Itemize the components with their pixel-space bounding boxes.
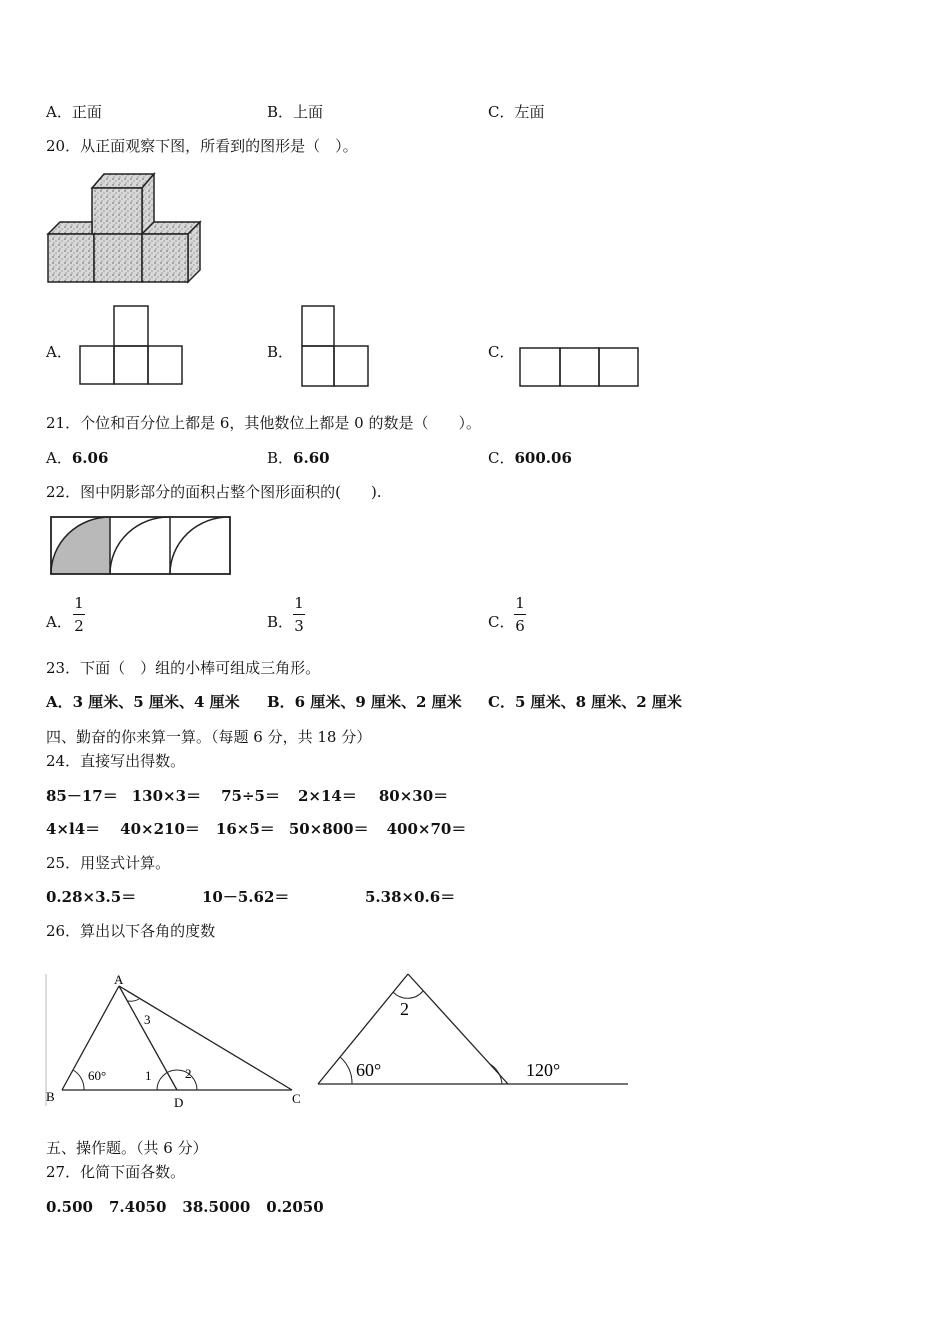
q26-triangle-abc-figure bbox=[44, 970, 306, 1112]
left-angle-label: 60° bbox=[356, 1060, 382, 1080]
q25-item-1: 0.28×3.5＝ bbox=[46, 888, 137, 906]
label-b: B bbox=[46, 1089, 55, 1104]
q24-stem: 24．直接写出得数。 bbox=[46, 752, 186, 770]
q20-option-a-figure bbox=[78, 304, 184, 386]
q19-option-b: B．上面 bbox=[267, 103, 324, 121]
q22-option-a-label: A． bbox=[46, 613, 72, 631]
q20-option-a-label: A． bbox=[46, 343, 72, 361]
q21-option-c: C．600.06 bbox=[488, 449, 572, 467]
q25-item-3: 5.38×0.6＝ bbox=[365, 888, 456, 906]
q22-option-c-fraction: 1 6 bbox=[515, 594, 525, 635]
q23-option-c: C．5 厘米、8 厘米、2 厘米 bbox=[488, 693, 682, 711]
section-5-heading: 五、操作题。（共 6 分） bbox=[46, 1139, 208, 1157]
q20-option-b-figure bbox=[300, 304, 370, 388]
q22-option-a-fraction: 1 2 bbox=[74, 594, 84, 635]
q26-triangle-exterior-figure bbox=[312, 962, 632, 1088]
q21-option-a: A．6.06 bbox=[46, 449, 109, 467]
apex-angle-label: 2 bbox=[400, 999, 409, 1019]
label-d: D bbox=[174, 1095, 184, 1110]
q20-option-b-label: B． bbox=[267, 343, 294, 361]
q20-stem: 20．从正面观察下图，所看到的图形是（ ）。 bbox=[46, 137, 358, 155]
label-a: A bbox=[114, 972, 124, 987]
q26-stem: 26．算出以下各角的度数 bbox=[46, 922, 216, 940]
q22-shaded-figure bbox=[48, 514, 234, 576]
q27-stem: 27．化简下面各数。 bbox=[46, 1163, 186, 1181]
q21-stem: 21．个位和百分位上都是 6，其他数位上都是 0 的数是（ ）。 bbox=[46, 414, 481, 432]
q22-stem: 22．图中阴影部分的面积占整个图形面积的( ). bbox=[46, 483, 382, 501]
q22-option-b-fraction: 1 3 bbox=[294, 594, 304, 635]
q25-stem: 25．用竖式计算。 bbox=[46, 854, 171, 872]
q22-option-c-label: C． bbox=[488, 613, 515, 631]
q20-cube-figure bbox=[46, 172, 206, 286]
q22-option-b-label: B． bbox=[267, 613, 294, 631]
label-c: C bbox=[292, 1091, 301, 1106]
q27-items: 0.500 7.4050 38.5000 0.2050 bbox=[46, 1198, 324, 1216]
q19-option-c: C．左面 bbox=[488, 103, 545, 121]
q21-option-b: B．6.60 bbox=[267, 449, 330, 467]
q20-option-c-figure bbox=[518, 346, 640, 388]
angle-2-label: 2 bbox=[185, 1066, 192, 1081]
q23-stem: 23．下面（ ）组的小棒可组成三角形。 bbox=[46, 659, 321, 677]
q24-row-1: 85－17＝ 130×3＝ 75÷5＝ 2×14＝ 80×30＝ bbox=[46, 787, 449, 805]
section-4-heading: 四、勤奋的你来算一算。（每题 6 分，共 18 分） bbox=[46, 728, 372, 746]
q20-option-c-label: C． bbox=[488, 343, 515, 361]
q23-option-b: B．6 厘米、9 厘米、2 厘米 bbox=[267, 693, 462, 711]
q25-item-2: 10－5.62＝ bbox=[202, 888, 290, 906]
q24-row-2: 4×l4＝ 40×210＝ 16×5＝ 50×800＝ 400×70＝ bbox=[46, 820, 467, 838]
angle-3-label: 3 bbox=[144, 1012, 151, 1027]
q19-option-a: A．正面 bbox=[46, 103, 102, 121]
angle-b-label: 60° bbox=[88, 1068, 107, 1083]
exterior-angle-label: 120° bbox=[526, 1060, 561, 1080]
angle-1-label: 1 bbox=[145, 1068, 152, 1083]
q23-option-a: A．3 厘米、5 厘米、4 厘米 bbox=[46, 693, 240, 711]
